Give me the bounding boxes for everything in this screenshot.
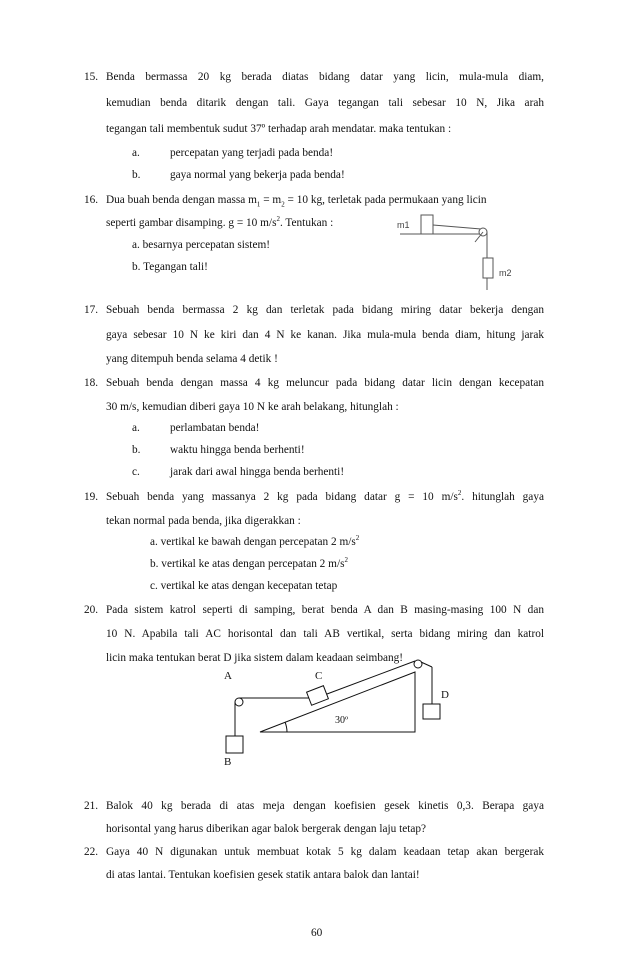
figure-label-m2: m2 <box>499 268 512 278</box>
question-text: Balok 40 kg berada di atas meja dengan koefisien gesek kinetis 0,3. Berapa gaya <box>106 800 544 812</box>
question-text: Gaya 40 N digunakan untuk membuat kotak 5 kg dalam keadaan tetap akan bergerak <box>106 846 544 858</box>
incline-pulley-figure-20 <box>215 664 460 774</box>
pulley-figure-16 <box>395 208 525 290</box>
question-text: Sebuah benda yang massanya 2 kg pada bidang datar g = 10 $m/s^2$. hitunglah gaya <box>106 489 544 503</box>
option-text: b. vertikal ke atas dengan percepatan 2 $m/s^2$ <box>150 556 348 570</box>
question-number: 16. <box>84 194 99 206</box>
question-text: yang ditempuh benda selama 4 detik ! <box>106 353 278 365</box>
figure-label-b: B <box>224 756 232 768</box>
option-text: perlambatan benda! <box>170 422 260 434</box>
option-text: percepatan yang terjadi pada benda! <box>170 147 334 159</box>
option-label: c. <box>132 466 140 478</box>
question-text: horisontal yang harus diberikan agar balok bergerak dengan laju tetap? <box>106 823 427 835</box>
option-label: a. <box>132 147 140 159</box>
option-label: b. <box>132 444 141 456</box>
figure-label-a: A <box>224 670 232 682</box>
figure-label-angle: 30º <box>335 715 349 726</box>
question-text: Dua buah benda dengan massa $m_1 = m_2 = 10$ kg, terletak pada permukaan yang licin <box>106 194 487 209</box>
question-text: licin maka tentukan berat D jika sistem dalam keadaan seimbang! <box>106 652 404 664</box>
option-text: a. besarnya percepatan sistem! <box>132 239 271 251</box>
option-text: jarak dari awal hingga benda berhenti! <box>170 466 345 478</box>
question-text: 30 m/s, kemudian diberi gaya 10 N ke arah belakang, hitunglah : <box>106 401 399 413</box>
figure-label-d: D <box>441 689 449 701</box>
option-text: a. vertikal ke bawah dengan percepatan 2 $m/s^2$ <box>150 534 360 548</box>
question-text: tekan normal pada benda, jika digerakkan : <box>106 515 301 527</box>
question-number: 20. <box>84 604 99 616</box>
question-number: 19. <box>84 491 99 503</box>
question-number: 17. <box>84 304 99 316</box>
question-text: Sebuah benda bermassa 2 kg dan terletak pada bidang miring datar bekerja dengan <box>106 304 544 316</box>
question-text: tegangan tali membentuk sudut 37º terhadap arah mendatar. maka tentukan : <box>106 123 452 135</box>
question-text: Benda bermassa 20 kg berada diatas bidang datar yang licin, mula-mula diam, <box>106 71 544 83</box>
question-text: Sebuah benda dengan massa 4 kg meluncur pada bidang datar licin dengan kecepatan <box>106 377 544 389</box>
question-number: 21. <box>84 800 99 812</box>
option-text: c. vertikal ke atas dengan kecepatan tetap <box>150 580 338 592</box>
question-number: 22. <box>84 846 99 858</box>
question-number: 18. <box>84 377 99 389</box>
option-label: b. <box>132 169 141 181</box>
option-text: gaya normal yang bekerja pada benda! <box>170 169 345 181</box>
figure-label-c: C <box>315 670 323 682</box>
option-text: waktu hingga benda berhenti! <box>170 444 305 456</box>
figure-label-m1: m1 <box>397 220 410 230</box>
question-text: Pada sistem katrol seperti di samping, berat benda A dan B masing-masing 100 N dan <box>106 604 544 616</box>
question-text: seperti gambar disamping. g = 10 $m/s^2$. Tentukan : <box>106 215 334 229</box>
question-text: 10 N. Apabila tali AC horisontal dan tali AB vertikal, serta bidang miring dan katrol <box>106 628 544 640</box>
question-text: kemudian benda ditarik dengan tali. Gaya tegangan tali sebesar 10 N, Jika arah <box>106 97 544 109</box>
question-text: di atas lantai. Tentukan koefisien gesek statik antara balok dan lantai! <box>106 869 420 881</box>
option-label: a. <box>132 422 140 434</box>
option-text: b. Tegangan tali! <box>132 261 208 273</box>
page-number: 60 <box>311 927 323 939</box>
question-number: 15. <box>84 71 99 83</box>
question-text: gaya sebesar 10 N ke kiri dan 4 N ke kanan. Jika mula-mula benda diam, hitung jarak <box>106 329 544 341</box>
